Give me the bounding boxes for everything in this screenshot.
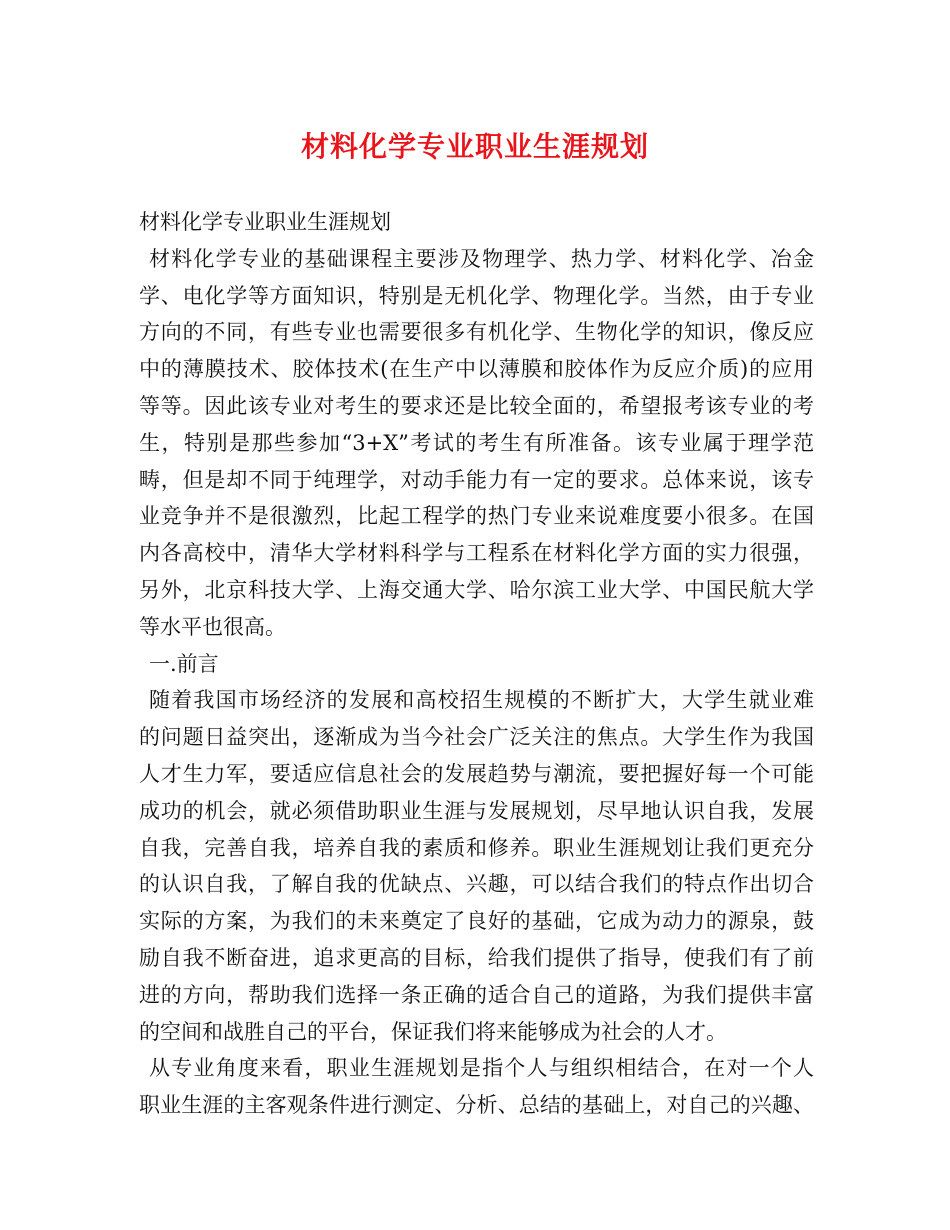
text-line: 励自我不断奋进，追求更高的目标，给我们提供了指导，使我们有了前 bbox=[139, 945, 814, 970]
text-line: 等等。因此该专业对考生的要求还是比较全面的，希望报考该专业的考 bbox=[139, 393, 814, 418]
text-line: 职业生涯的主客观条件进行测定、分析、总结的基础上，对自己的兴趣、 bbox=[139, 1093, 814, 1118]
text-line: 内各高校中，清华大学材料科学与工程系在材料化学方面的实力很强， bbox=[139, 541, 814, 566]
text-line: 实际的方案，为我们的未来奠定了良好的基础，它成为动力的源泉，鼓 bbox=[139, 909, 814, 934]
text-line: 的问题日益突出，逐渐成为当今社会广泛关注的焦点。大学生作为我国 bbox=[139, 725, 814, 750]
text-line: 的空间和战胜自己的平台，保证我们将来能够成为社会的人才。 bbox=[139, 1019, 727, 1044]
text-line: 等水平也很高。 bbox=[139, 614, 286, 639]
text-line: 进的方向，帮助我们选择一条正确的适合自己的道路，为我们提供丰富 bbox=[139, 982, 814, 1007]
text-line: 材料化学专业的基础课程主要涉及物理学、热力学、材料化学、冶金 bbox=[149, 246, 814, 271]
text-line: 随着我国市场经济的发展和高校招生规模的不断扩大，大学生就业难 bbox=[149, 688, 814, 713]
text-line: 业竞争并不是很激烈，比起工程学的热门专业来说难度要小很多。在国 bbox=[139, 504, 814, 529]
text-line: 畴，但是却不同于纯理学，对动手能力有一定的要求。总体来说，该专 bbox=[139, 467, 814, 492]
document-body bbox=[139, 204, 814, 1124]
document-title: 材料化学专业职业生涯规划 bbox=[300, 130, 649, 163]
text-line: 从专业角度来看，职业生涯规划是指个人与组织相结合，在对一个人 bbox=[149, 1056, 814, 1081]
text-line: 材料化学专业职业生涯规划 bbox=[139, 210, 391, 234]
text-line: 方向的不同，有些专业也需要很多有机化学、生物化学的知识，像反应 bbox=[139, 320, 814, 345]
text-line: 另外，北京科技大学、上海交通大学、哈尔滨工业大学、中国民航大学 bbox=[139, 577, 814, 602]
text-line: 生，特别是那些参加“3+X”考试的考生有所准备。该专业属于理学范 bbox=[139, 430, 814, 455]
text-line: 学、电化学等方面知识，特别是无机化学、物理化学。当然，由于专业 bbox=[139, 283, 814, 308]
text-line: 人才生力军，要适应信息社会的发展趋势与潮流，要把握好每一个可能 bbox=[139, 761, 814, 786]
text-line: 自我，完善自我，培养自我的素质和修养。职业生涯规划让我们更充分 bbox=[139, 835, 814, 860]
text-line: 成功的机会，就必须借助职业生涯与发展规划，尽早地认识自我，发展 bbox=[139, 798, 814, 823]
text-line: 中的薄膜技术、胶体技术(在生产中以薄膜和胶体作为反应介质)的应用 bbox=[139, 357, 814, 382]
text-line: 一.前言 bbox=[149, 651, 219, 676]
text-line: 的认识自我，了解自我的优缺点、兴趣，可以结合我们的特点作出切合 bbox=[139, 872, 814, 897]
